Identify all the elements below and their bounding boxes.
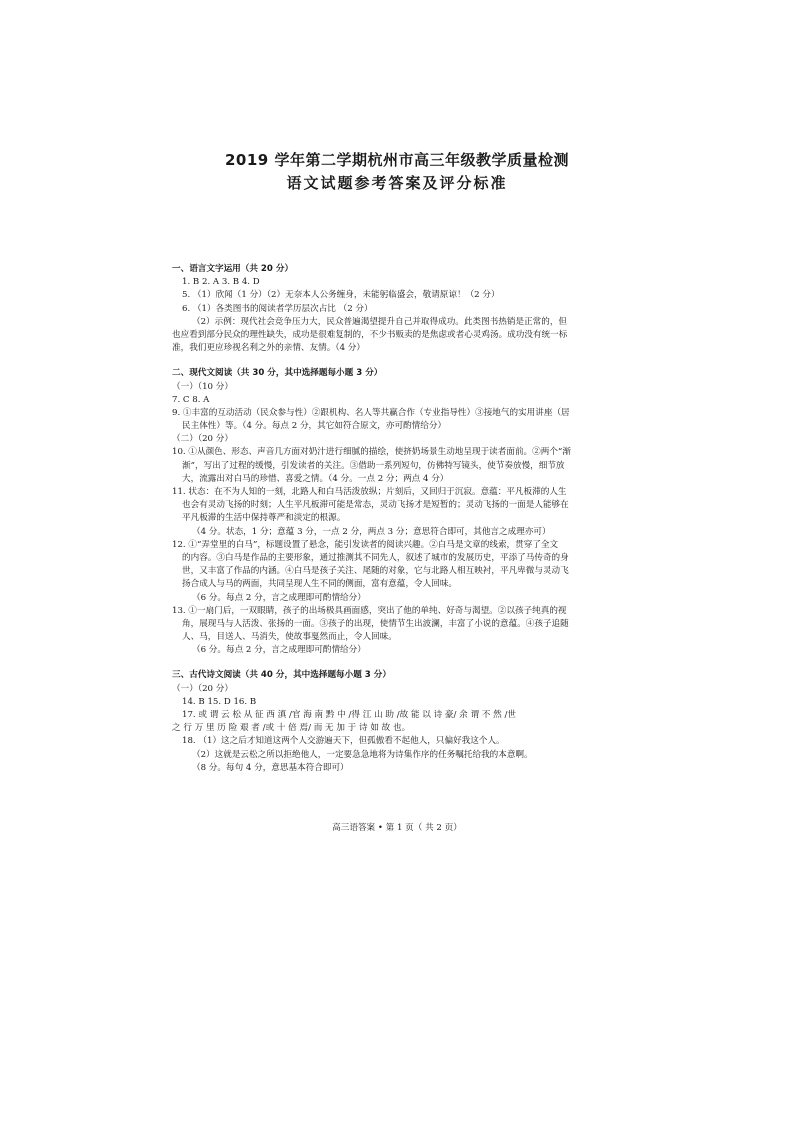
page-footer: 高三语答案 • 第 1 页（ 共 2 页）	[332, 823, 462, 833]
answer-line: 世，又丰富了作品的内涵。④白马是孩子关注、尾随的对象，它与北路人相互映衬，平凡卑微与灵动飞	[182, 566, 569, 577]
answer-line: 6. （1）各类图书的阅读者学历层次占比 （2 分）	[182, 303, 373, 314]
answer-line: （二）（20 分）	[172, 434, 233, 445]
answer-line: 18. （1）这之后才知道这两个人交游遍天下，但孤傲看不起他人，只偏好我这个人。	[182, 736, 505, 747]
blank-line	[172, 355, 632, 367]
answer-line: 10. ①从颜色、形态、声音几方面对奶汁进行细腻的描绘，使挤奶场景生动地呈现于读者面前。②两个“渐	[172, 447, 571, 458]
section-heading: 三、古代诗文阅读（共 40 分，其中选择题每小题 3 分）	[172, 670, 391, 681]
answer-line: 准，我们更应珍视名利之外的亲情、友情。（4 分）	[172, 343, 365, 354]
answer-line: 的内容。③白马是作品的主要形象，通过推测其不同先人，叙述了城市的发展历史，平添了马传奇的身	[182, 552, 569, 563]
answer-line: 人、马，目送人、马消失，使故事戛然而止，令人回味。	[182, 632, 397, 643]
answer-line: 之 行 万 里 历 险 艰 者 /或 十 倍 焉/ 而 无 加 于 诗 如 故 也。	[172, 723, 411, 734]
answer-line: （4 分。状态，1 分；意蕴 3 分，一点 2 分，两点 3 分；意思符合即可，其他言之成理亦可）	[192, 526, 551, 537]
answer-line: （2）这就是云松之所以拒绝他人，一定要急急地将为诗集作序的任务嘱托给我的本意啊。	[192, 749, 533, 760]
answer-line: （6 分。每点 2 分，言之成理即可酌情给分）	[192, 592, 366, 603]
answer-line: 11. 状态：在不为人知的一刻，北路人和白马活泼放纵；片刻后，又回归于沉寂。意蕴：平凡板滞的人生	[172, 487, 567, 497]
answer-line: 也应看到部分民众的理性缺失，成功是很难复制的，不少书贩卖的是焦虑或者心灵鸡汤。成功没有统一标	[172, 329, 568, 340]
answer-line: 13. ①一扇门后，一双眼睛，孩子的出场极具画面感，突出了他的单纯、好奇与渴望。②以孩子纯真的视	[172, 605, 567, 616]
answer-line: 也会有灵动飞扬的时刻；人生平凡板滞可能是常态，灵动飞扬才是短暂的；灵动飞扬的一面是人能够在	[182, 500, 569, 511]
blank-line	[172, 657, 632, 669]
answer-line: 14. B 15. D 16. B	[182, 696, 257, 707]
answer-body	[172, 263, 632, 775]
answer-line: 扬合成人与马的两面，共同呈现人生不同的侧面，富有意蕴，令人回味。	[182, 579, 458, 590]
answer-line: 9. ①丰富的互动活动（民众参与性）②跟机构、名人等共赢合作（专业指导性）③接地气的实用讲座（居	[172, 407, 570, 418]
answer-line: 民主体性）等。（4 分。每点 2 分，其它如符合原文，亦可酌情给分）	[182, 421, 447, 432]
answer-line: 17. 或 谓 云 松 从 征 西 滇 /官 海 南 黔 中 /得 江 山 助 /故 能 以 诗 豪/ 余 谓 不 然 /世	[182, 710, 516, 720]
answer-line: 5. （1）欣闻（1 分）（2）无奈本人公务缠身，未能躬临盛会，敬请原谅！（2 分）	[182, 290, 500, 301]
answer-line: 渐”，写出了过程的缓慢，引发读者的关注。③借助一系列短句，仿佛特写镜头，使节奏放慢，细节放	[182, 460, 565, 471]
answer-line: （一）（10 分）	[172, 381, 233, 392]
answer-line: 大，流露出对白马的珍惜、喜爱之情。（4 分。一点 2 分；两点 4 分）	[182, 473, 449, 484]
answer-line: （6 分。每点 2 分，言之成理即可酌情给分）	[192, 645, 366, 656]
answer-line: （一）（20 分）	[172, 683, 233, 694]
section-heading: 二、现代文阅读（共 30 分，其中选择题每小题 3 分）	[172, 368, 383, 379]
document-subtitle: 语文试题参考答案及评分标准	[286, 174, 508, 192]
answer-line: （8 分。每句 4 分，意思基本符合即可）	[192, 762, 349, 773]
answer-line: 1. B 2. A 3. B 4. D	[182, 277, 260, 288]
answer-line: 12. ①“弄堂里的白马”，标题设置了悬念，能引发读者的阅读兴趣。②白马是文章的线索，贯穿了全文	[172, 539, 559, 550]
document-title: 2019 学年第二学期杭州市高三年级教学质量检测	[225, 151, 569, 169]
title-block	[0, 150, 794, 194]
answer-line: 平凡板滞的生活中保持尊严和淡定的根源。	[182, 513, 346, 524]
section-heading: 一、语言文字运用（共 20 分）	[172, 264, 294, 274]
answer-line: 角，展现马与人活泼、张扬的一面。③孩子的出现，使情节生出波澜，丰富了小说的意蕴。④孩子追随	[182, 618, 569, 629]
answer-line: （2）示例：现代社会竞争压力大，民众普遍渴望提升自己并取得成功。此类图书热销是正常的，但	[192, 316, 568, 327]
answer-line: 7. C 8. A	[172, 394, 210, 405]
